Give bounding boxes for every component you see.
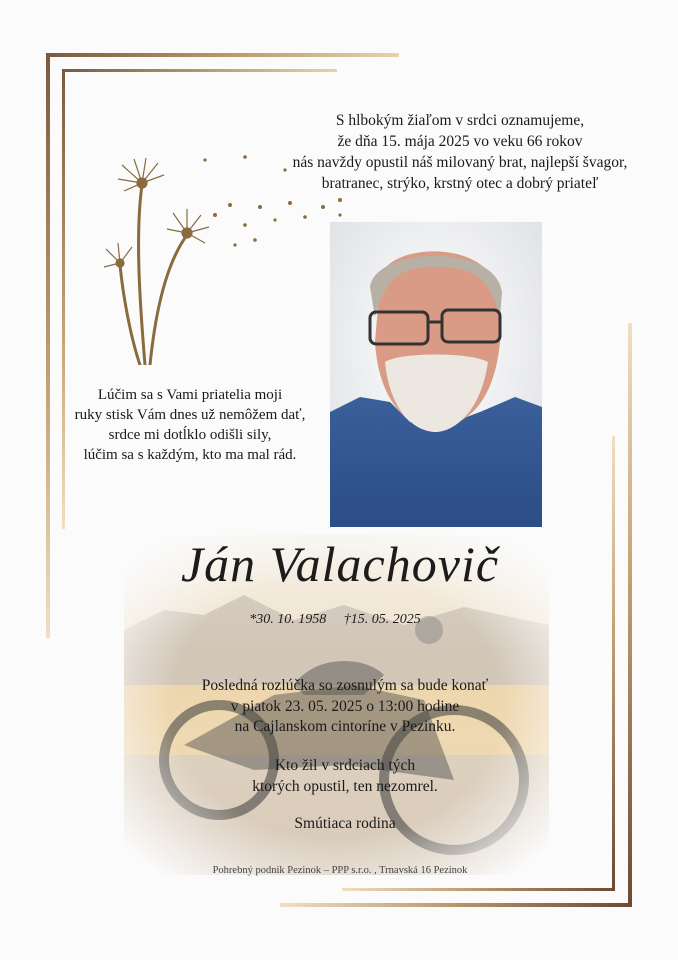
announcement-line: že dňa 15. mája 2025 vo veku 66 rokov xyxy=(337,133,583,150)
farewell-line: na Cajlanskom cintoríne v Pezinku. xyxy=(234,718,456,735)
farewell-line: v piatok 23. 05. 2025 o 13:00 hodine xyxy=(230,697,460,715)
portrait-photo xyxy=(330,222,542,527)
life-dates xyxy=(200,612,470,628)
farewell-line: Posledná rozlúčka so zosnulým sa bude konať xyxy=(201,677,489,694)
funeral-home-footer: Pohrebný podnik Pezinok – PPP s.r.o. , Trnavská 16 Pezinok xyxy=(212,865,468,876)
announcement-line: nás navždy opustil náš milovaný brat, najlepší švagor, xyxy=(292,154,628,171)
announcement-line: S hlbokým žiaľom v srdci oznamujeme, xyxy=(335,112,585,129)
announcement-text xyxy=(250,110,670,194)
announcement-line: bratranec, strýko, krstný otec a dobrý priateľ xyxy=(321,175,599,192)
poem-text xyxy=(40,385,340,465)
poem-line: lúčim sa s každým, kto ma mal rád. xyxy=(83,447,297,463)
birth-date: *30. 10. 1958 xyxy=(249,612,327,627)
memorial-quote xyxy=(150,756,540,797)
deceased-name: Ján Valachovič xyxy=(180,536,500,592)
quote-line: ktorých opustil, ten nezomrel. xyxy=(252,777,438,795)
farewell-info xyxy=(150,676,540,738)
quote-line: Kto žil v srdciach tých xyxy=(274,757,416,774)
poem-line: ruky stisk Vám dnes už nemôžem dať, xyxy=(74,407,306,423)
poem-line: Lúčim sa s Vami priatelia moji xyxy=(97,387,283,403)
poem-line: srdce mi dotĺklo odišli sily, xyxy=(108,427,272,443)
family-signature: Smútiaca rodina xyxy=(294,815,396,832)
death-date: †15. 05. 2025 xyxy=(343,612,421,627)
